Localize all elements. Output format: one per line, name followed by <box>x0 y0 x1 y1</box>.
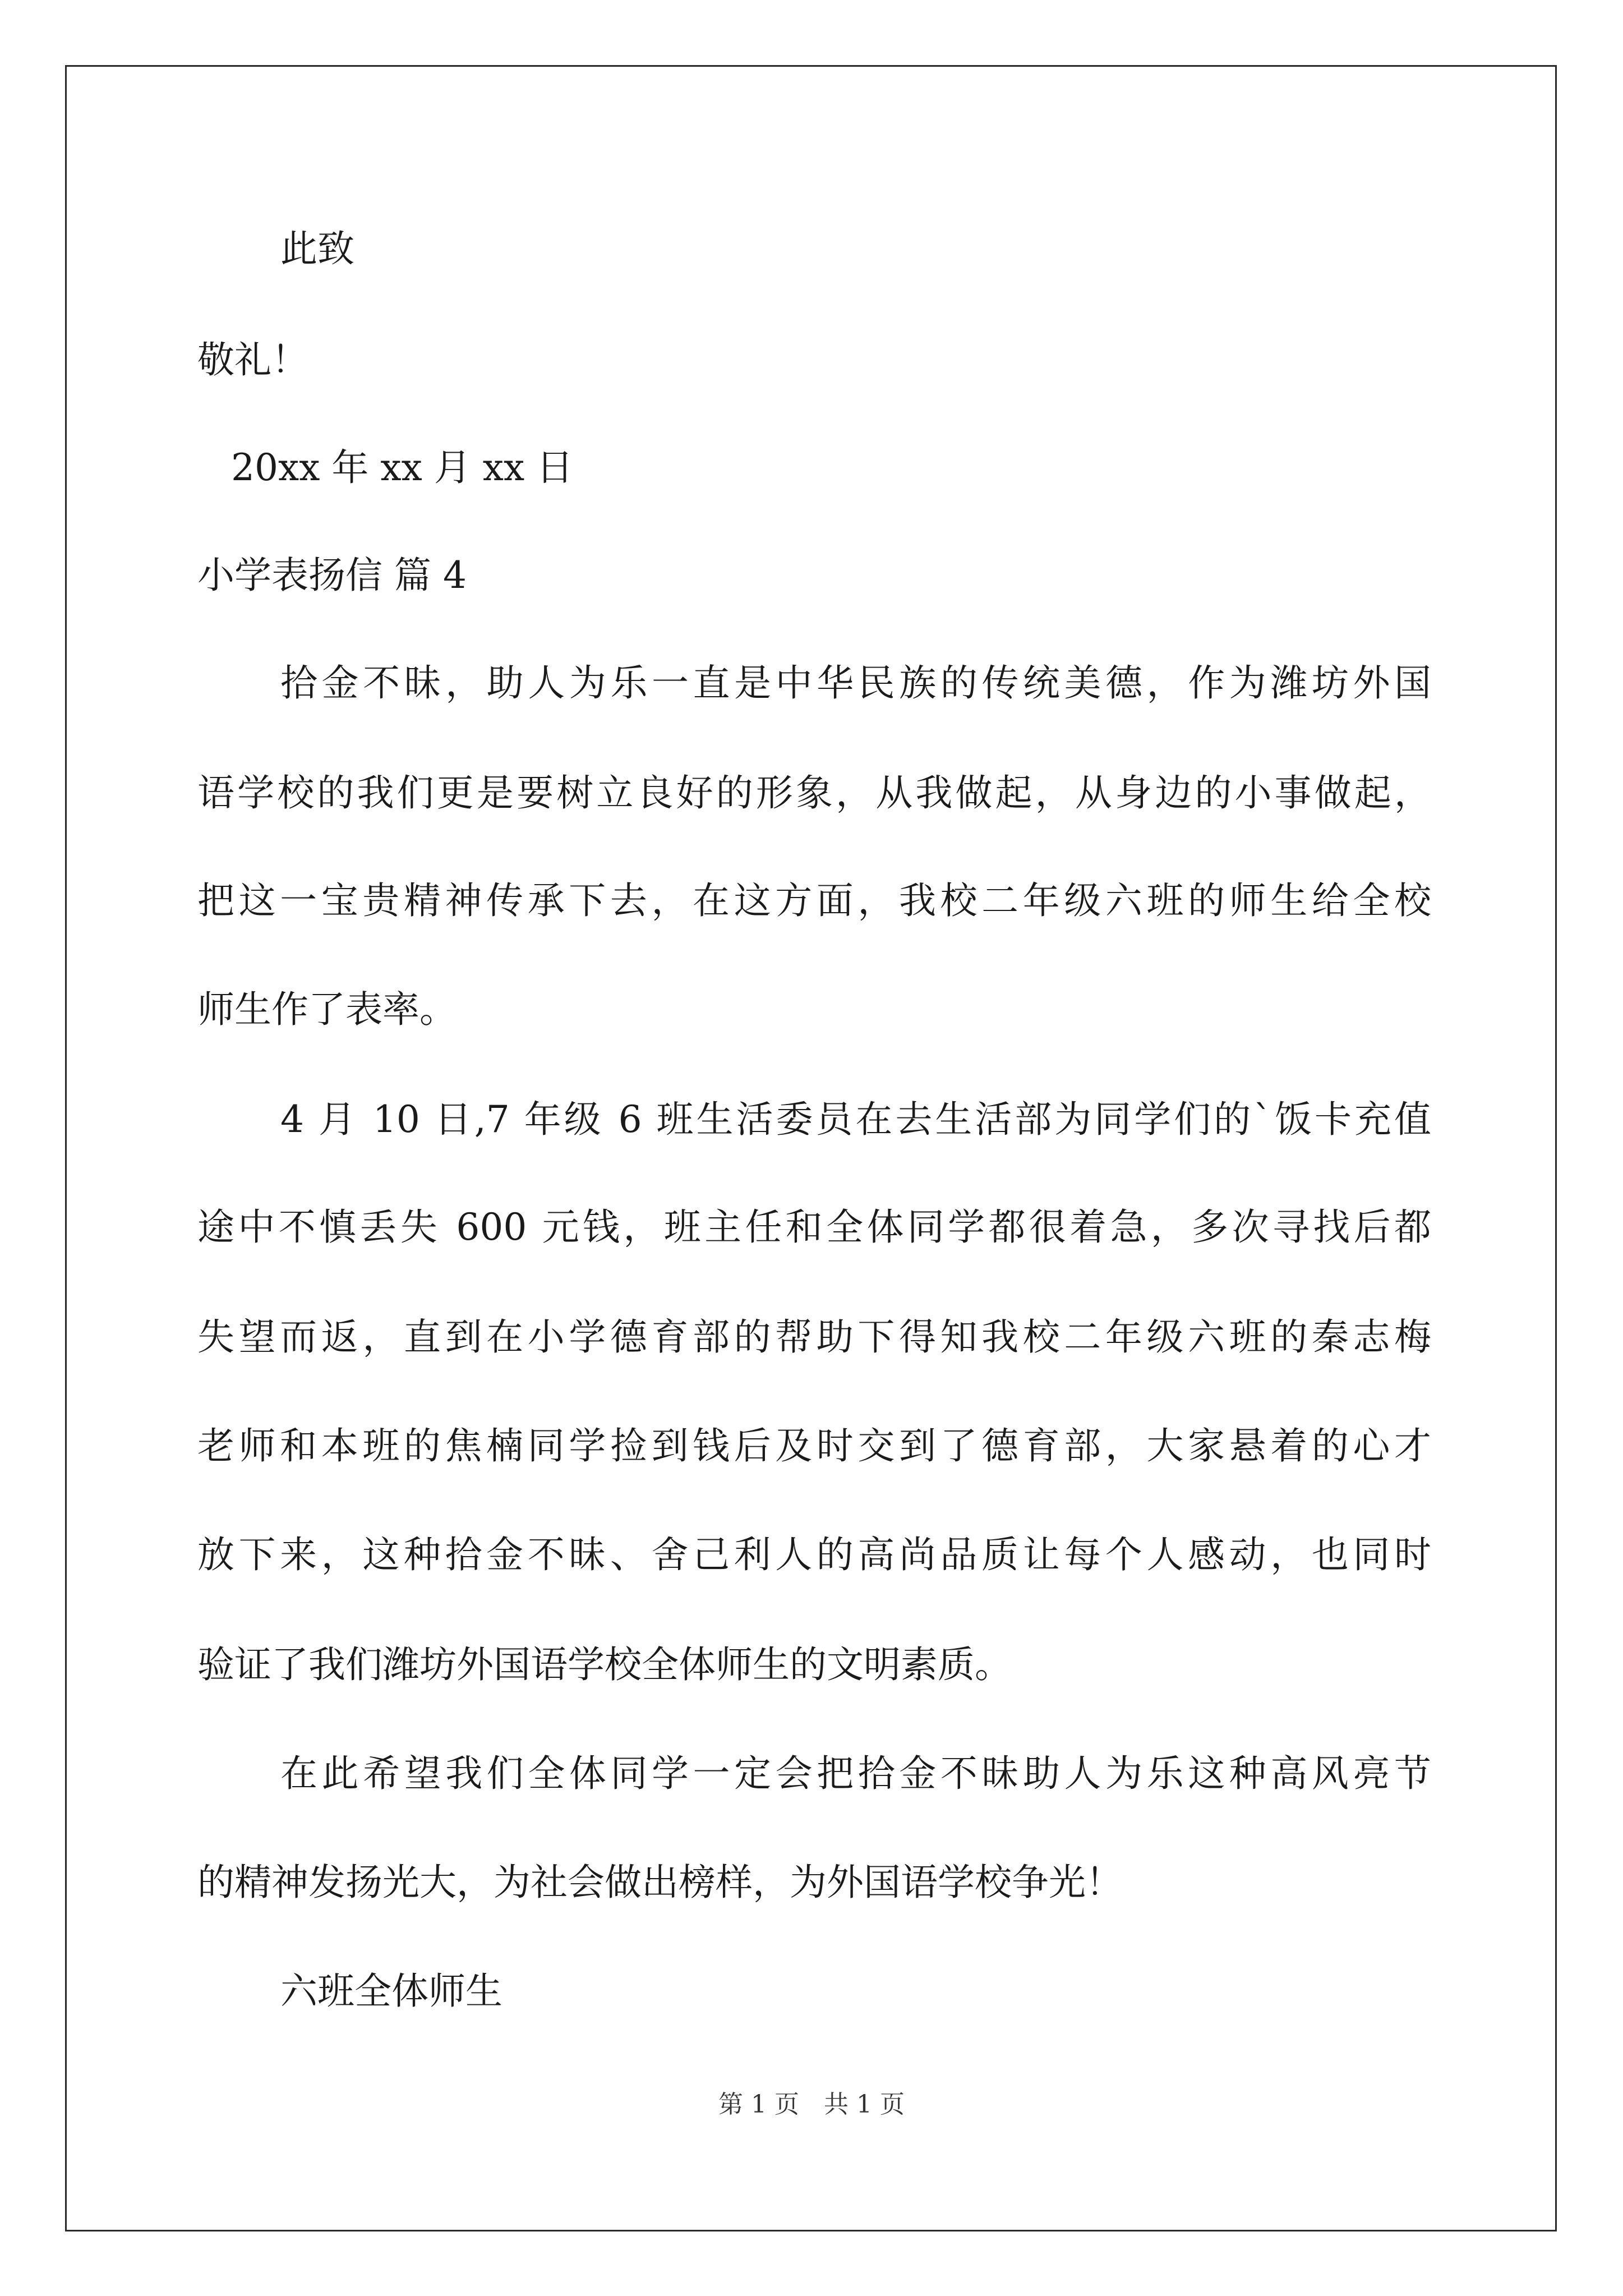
paragraph-3-line-2: 的精神发扬光大，为社会做出榜样，为外国语学校争光！ <box>197 1861 1123 1904</box>
paragraph-3-line-1: 在此希望我们全体同学一定会把拾金不昧助人为乐这种高风亮节 <box>280 1752 1431 1795</box>
paragraph-1-line-4: 师生作了表率。 <box>197 988 457 1031</box>
closing-line-2: 敬礼！ <box>197 338 308 381</box>
paragraph-2-line-1: 4 月 10 日,7 年级 6 班生活委员在去生活部为同学们的`饭卡充值 <box>280 1098 1431 1141</box>
paragraph-2-line-4: 老师和本班的焦楠同学捡到钱后及时交到了德育部，大家悬着的心才 <box>197 1424 1431 1467</box>
signature: 六班全体师生 <box>280 1970 502 2013</box>
page-border <box>65 65 1557 2231</box>
paragraph-2-line-2: 途中不慎丢失 600 元钱，班主任和全体同学都很着急，多次寻找后都 <box>197 1205 1431 1249</box>
paragraph-2-line-6: 验证了我们潍坊外国语学校全体师生的文明素质。 <box>197 1643 1012 1686</box>
paragraph-1-line-1: 拾金不昧，助人为乐一直是中华民族的传统美德，作为潍坊外国 <box>280 661 1431 705</box>
page-number-footer: 第 1 页 共 1 页 <box>718 2090 905 2119</box>
paragraph-2-line-3: 失望而返，直到在小学德育部的帮助下得知我校二年级六班的秦志梅 <box>197 1315 1431 1359</box>
paragraph-1-line-2: 语学校的我们更是要树立良好的形象，从我做起，从身边的小事做起， <box>197 771 1431 815</box>
paragraph-2-line-5: 放下来，这种拾金不昧、舍己利人的高尚品质让每个人感动，也同时 <box>197 1533 1431 1576</box>
letter-date: 20xx 年 xx 月 xx 日 <box>231 446 574 489</box>
section-title: 小学表扬信 篇 4 <box>197 554 467 597</box>
closing-line-1: 此致 <box>280 227 354 270</box>
paragraph-1-line-3: 把这一宝贵精神传承下去，在这方面，我校二年级六班的师生给全校 <box>197 879 1431 922</box>
